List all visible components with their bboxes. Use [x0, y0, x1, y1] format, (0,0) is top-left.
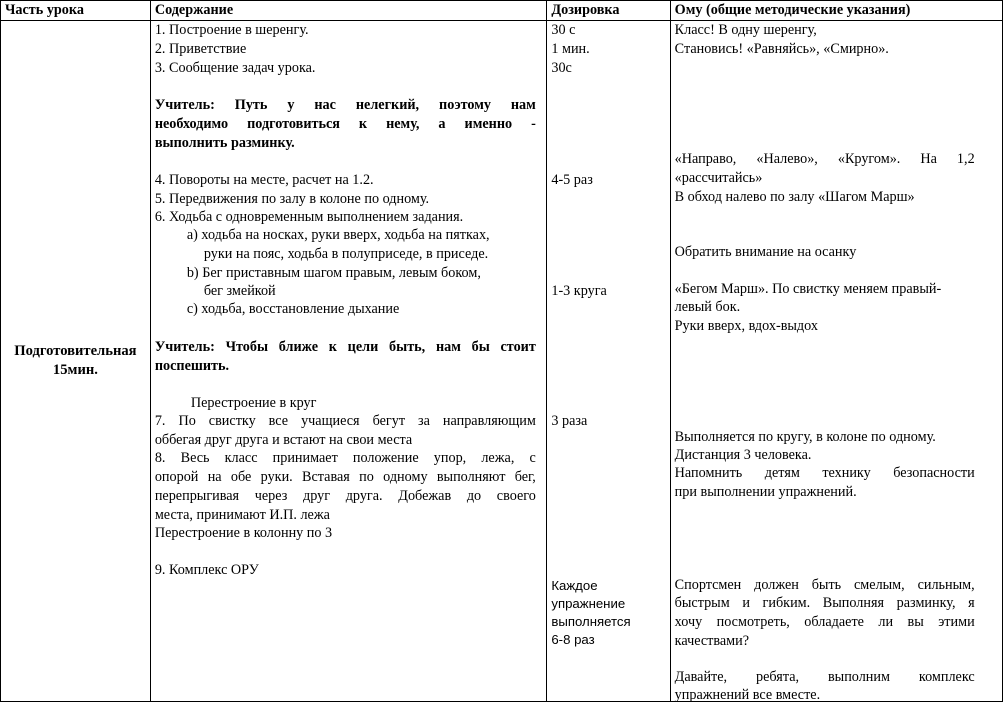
content-line: 9. Комплекс ОРУ: [154, 562, 259, 578]
note-line: Спортсмен должен быть смелым, сильным,: [674, 577, 975, 593]
dosage-value: Каждое: [551, 578, 598, 593]
dosage-value: 6-8 раз: [551, 632, 595, 647]
content-line: 5. Передвижения по залу в колоне по одному.: [154, 191, 430, 207]
content-line: бег змейкой: [203, 283, 276, 299]
content-cell: [150, 21, 547, 702]
note-line: Дистанция 3 человека.: [674, 447, 812, 463]
content-line: c) ходьба, восстановление дыхание: [186, 301, 400, 317]
content-line: а) ходьба на носках, руки вверх, ходьба на пятках,: [186, 227, 490, 243]
note-line: «Бегом Марш». По свистку меняем правый-: [674, 281, 942, 297]
content-line: 2. Приветствие: [154, 41, 247, 57]
header-notes: Ому (общие методические указания): [670, 1, 1002, 21]
content-line: 8. Весь класс принимает положение упор, лежа, с: [154, 450, 536, 466]
note-line: при выполнении упражнений.: [674, 484, 857, 500]
note-line: быстрым и гибким. Выполняя разминку, я: [674, 595, 975, 611]
note-line: Выполняется по кругу, в колоне по одному.: [674, 429, 936, 445]
table-row: [1, 21, 1003, 702]
dosage-value: 4-5 раз: [551, 172, 593, 188]
dosage-value: 1 мин.: [551, 41, 590, 57]
section-duration: 15мин.: [52, 362, 98, 378]
content-line: места, принимают И.П. лежа: [154, 507, 330, 523]
dosage-value: 3 раза: [551, 413, 588, 429]
header-lesson-part: Часть урока: [1, 1, 151, 21]
content-line: 4. Повороты на месте, расчет на 1.2.: [154, 172, 374, 188]
content-line: руки на пояс, ходьба в полуприседе, в приседе.: [203, 246, 489, 262]
content-line: 1. Построение в шеренгу.: [154, 22, 309, 38]
note-line: Руки вверх, вдох-выдох: [674, 318, 818, 334]
header-dosage: Дозировка: [547, 1, 670, 21]
notes-cell: [670, 21, 1002, 702]
content-line: 3. Сообщение задач урока.: [154, 60, 316, 76]
header-content: Содержание: [150, 1, 547, 21]
content-line: 7. По свистку все учащиеся бегут за направляющим: [154, 413, 536, 429]
note-line: левый бок.: [674, 299, 741, 315]
content-line: 6. Ходьба с одновременным выполнением задания.: [154, 209, 464, 225]
teacher-line: выполнить разминку.: [154, 135, 295, 151]
section-name: Подготовительная: [14, 343, 137, 359]
note-line: хочу посмотреть, обладаете ли вы этими: [674, 614, 975, 630]
content-line: опорой на обе руки. Вставая по одному выполняют бег,: [154, 469, 536, 485]
note-line: Становись! «Равняйсь», «Смирно».: [674, 41, 889, 57]
note-line: «рассчитайсь»: [674, 170, 763, 186]
section-cell: [1, 21, 151, 702]
content-line: b) Бег приставным шагом правым, левым боком,: [186, 265, 481, 281]
teacher-line: Учитель: Чтобы ближе к цели быть, нам бы стоит: [154, 339, 536, 355]
teacher-line: поспешить.: [154, 358, 230, 374]
dosage-value: упражнение: [551, 596, 626, 611]
teacher-line: Учитель: Путь у нас нелегкий, поэтому нам: [154, 97, 536, 113]
note-line: Давайте, ребята, выполним комплекс: [674, 669, 975, 685]
note-line: качествами?: [674, 633, 750, 649]
header-row: [1, 1, 1003, 21]
dosage-value: выполняется: [551, 614, 631, 629]
dosage-cell: [547, 21, 670, 702]
content-line: перепрыгивая через друг друга. Добежав до своего: [154, 488, 536, 504]
note-line: Обратить внимание на осанку: [674, 244, 857, 260]
dosage-value: 30с: [551, 60, 572, 76]
note-line: «Направо, «Налево», «Кругом». На 1,2: [674, 151, 975, 167]
content-line: Перестроение в круг: [190, 395, 317, 411]
note-line: В обход налево по залу «Шагом Марш»: [674, 189, 915, 205]
dosage-value: 1-3 круга: [551, 283, 607, 299]
note-line: Класс! В одну шеренгу,: [674, 22, 817, 38]
teacher-line: необходимо подготовиться к нему, а именно -: [154, 116, 536, 132]
note-line: Напомнить детям технику безопасности: [674, 465, 975, 481]
content-line: Перестроение в колонну по 3: [154, 525, 333, 541]
note-line: упражнений все вместе.: [674, 687, 821, 703]
dosage-value: 30 с: [551, 22, 576, 38]
content-line: оббегая друг друга и встают на свои места: [154, 432, 413, 448]
